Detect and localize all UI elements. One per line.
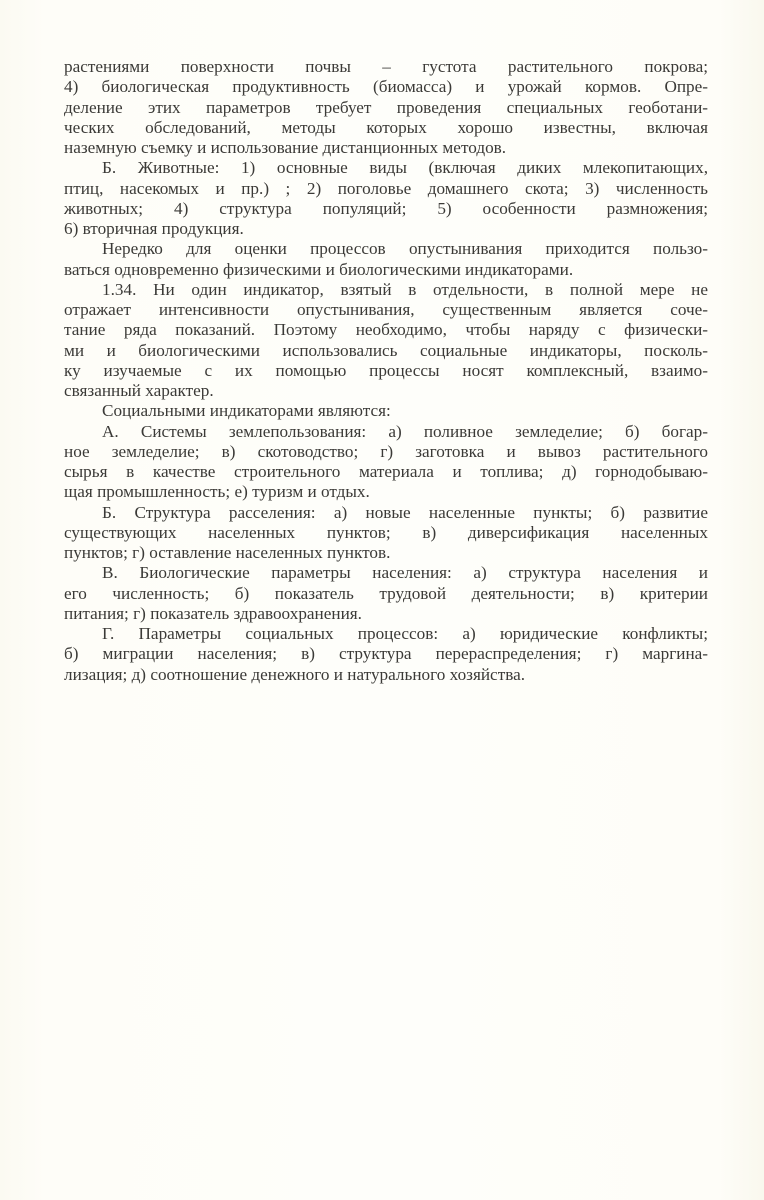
text-line: Нередко для оценки процессов опустынивания приходится пользо- bbox=[102, 239, 708, 259]
text-line: птиц, насекомых и пр.) ; 2) поголовье домашнего скота; 3) численность bbox=[64, 178, 708, 198]
paragraph-combined bbox=[64, 239, 708, 280]
paragraph-1-34 bbox=[64, 280, 708, 402]
text-line: деление этих параметров требует проведения специальных геоботани- bbox=[64, 97, 708, 117]
text-line: существующих населенных пунктов; в) диверсификация населенных bbox=[64, 522, 708, 542]
text-line: Б. Животные: 1) основные виды (включая диких млекопитающих, bbox=[102, 158, 708, 178]
text-line: 1.34. Ни один индикатор, взятый в отдельности, в полной мере не bbox=[102, 279, 708, 299]
text-line: отражает интенсивности опустынивания, существенным является соче- bbox=[64, 300, 708, 319]
paragraph-settlement bbox=[64, 503, 708, 564]
page-body-text bbox=[64, 57, 708, 685]
text-line: ваться одновременно физическими и биологическими индикаторами. bbox=[64, 259, 574, 279]
text-line: 4) биологическая продуктивность (биомасса) и урожай кормов. Опре- bbox=[64, 77, 708, 97]
text-line: питания; г) показатель здравоохранения. bbox=[64, 603, 362, 623]
text-line: Б. Структура расселения: а) новые населенные пункты; б) развитие bbox=[102, 502, 708, 522]
paragraph-land-use bbox=[64, 422, 708, 503]
text-line: Г. Параметры социальных процессов: а) юридические конфликты; bbox=[102, 624, 708, 643]
text-line: животных; 4) структура популяций; 5) особенности размножения; bbox=[64, 198, 708, 218]
paragraph-social-processes bbox=[64, 624, 708, 685]
text-line: наземную съемку и использование дистанционных методов. bbox=[64, 138, 507, 157]
paragraph-bio-params bbox=[64, 563, 708, 624]
text-line: А. Системы землепользования: а) поливное земледелие; б) богар- bbox=[102, 421, 708, 441]
text-line: растениями поверхности почвы – густота растительного покрова; bbox=[64, 57, 708, 76]
paragraph-social-intro bbox=[64, 401, 708, 421]
text-line: пунктов; г) оставление населенных пунктов. bbox=[64, 543, 391, 562]
text-line: 6) вторичная продукция. bbox=[64, 219, 244, 238]
text-line: лизация; д) соотношение денежного и натурального хозяйства. bbox=[64, 664, 526, 684]
text-line: Социальными индикаторами являются: bbox=[102, 401, 391, 421]
text-line: б) миграции населения; в) структура перераспределения; г) маргина- bbox=[64, 644, 708, 664]
text-line: щая промышленность; е) туризм и отдых. bbox=[64, 482, 370, 502]
text-line: ку изучаемые с их помощью процессы носят комплексный, взаимо- bbox=[64, 360, 708, 380]
text-line: тание ряда показаний. Поэтому необходимо, чтобы наряду с физически- bbox=[64, 320, 708, 340]
text-line: сырья в качестве строительного материала и топлива; д) горнодобываю- bbox=[64, 462, 708, 481]
text-line: его численность; б) показатель трудовой деятельности; в) критерии bbox=[64, 583, 708, 603]
paragraph-continuation bbox=[64, 57, 708, 158]
text-line: В. Биологические параметры населения: а) структура населения и bbox=[102, 563, 708, 583]
text-line: связанный характер. bbox=[64, 381, 214, 400]
text-line: ми и биологическими использовались социальные индикаторы, посколь- bbox=[64, 340, 708, 360]
text-line: ное земледелие; в) скотоводство; г) заготовка и вывоз растительного bbox=[64, 441, 708, 461]
paragraph-animals bbox=[64, 158, 708, 239]
text-line: ческих обследований, методы которых хорошо известны, включая bbox=[64, 117, 708, 137]
